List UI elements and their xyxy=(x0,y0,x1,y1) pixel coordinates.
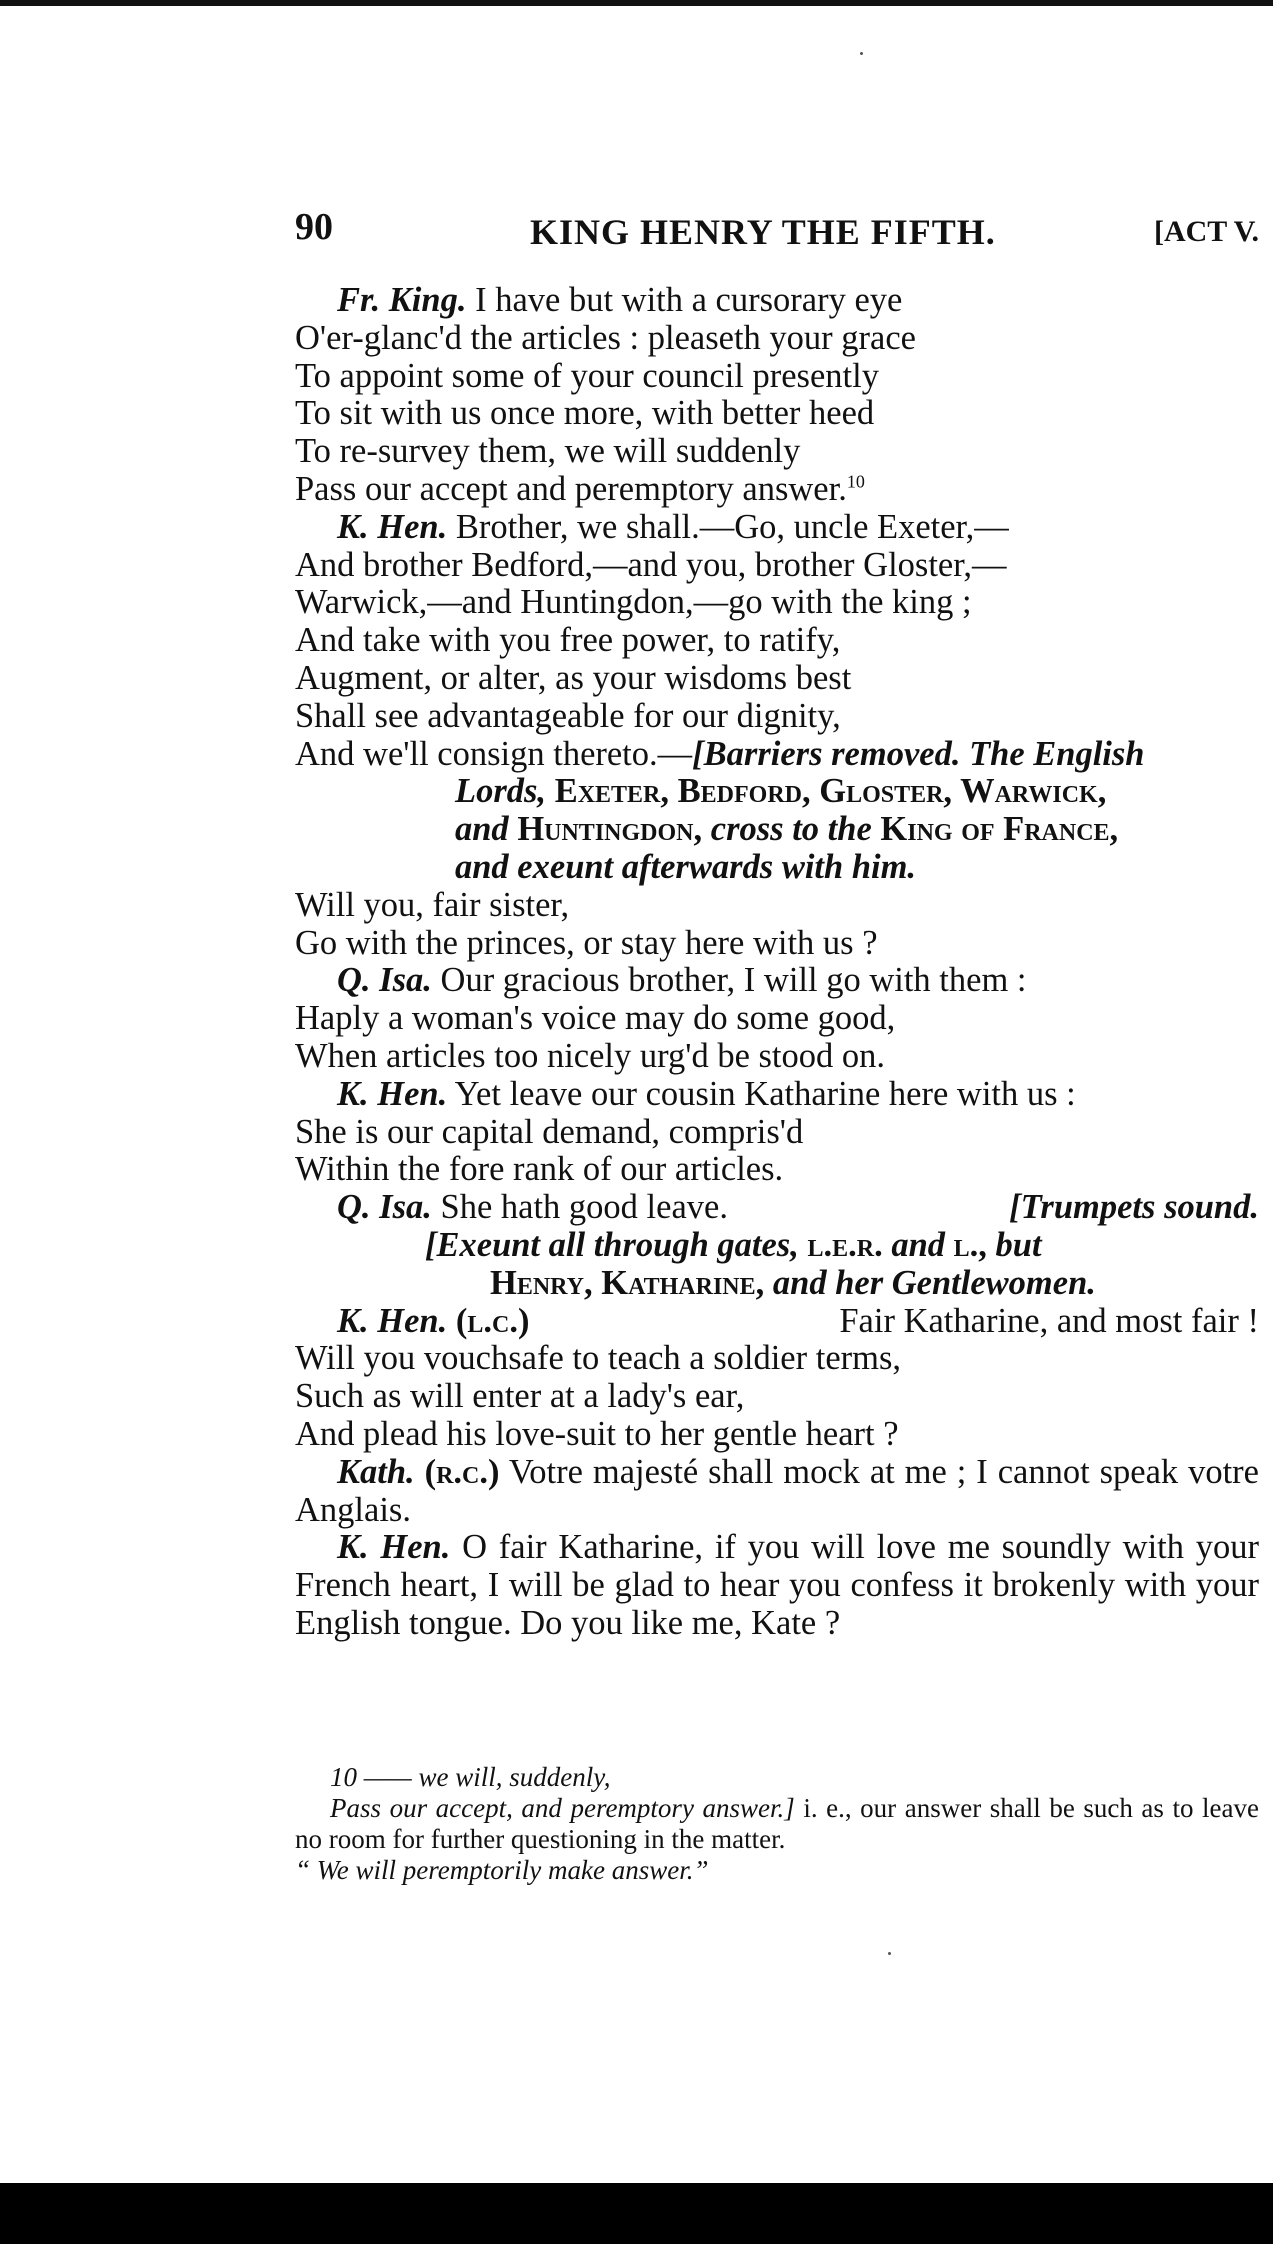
stage-direction xyxy=(295,1265,1259,1303)
speech-text: Our gracious brother, I will go with them : xyxy=(431,961,1027,1000)
verse-line: Haply a woman's voice may do some good, xyxy=(295,999,896,1038)
verse-line: Will you vouchsafe to teach a soldier terms, xyxy=(295,1339,902,1378)
speaker-name: K. Hen. xyxy=(337,1074,448,1113)
verse-line: To sit with us once more, with better heed xyxy=(295,394,875,433)
verse-line: She is our capital demand, compris'd xyxy=(295,1112,804,1151)
footnote-marker: 10 xyxy=(846,471,865,492)
prose-paragraph xyxy=(295,1529,1259,1642)
speech-text: I have but with a cursorary eye xyxy=(466,281,903,319)
scan-border xyxy=(0,2183,1273,2244)
speaker-name: K. Hen. xyxy=(337,1301,448,1340)
verse-line: Such as will enter at a lady's ear, xyxy=(295,1377,745,1416)
speech-text: And we'll consign thereto.— xyxy=(295,734,693,773)
character-names: Henry, Katharine, xyxy=(490,1263,765,1302)
verse-line xyxy=(295,282,1259,320)
verse-line xyxy=(295,1189,1259,1227)
stage-direction-text: cross to the xyxy=(702,810,881,849)
stage-direction-text: [Exeunt all through gates, xyxy=(425,1225,808,1264)
verse-line xyxy=(295,962,1259,1000)
verse-line: Within the fore rank of our articles. xyxy=(295,1150,784,1189)
stage-position: l., xyxy=(953,1225,987,1264)
verse-line: Go with the princes, or stay here with us ? xyxy=(295,923,878,962)
stage-direction xyxy=(295,773,1259,811)
stage-position: l.e.r. xyxy=(807,1225,883,1264)
verse-line: When articles too nicely urg'd be stood on. xyxy=(295,1036,886,1075)
footnote-text xyxy=(295,1793,1259,1855)
running-header xyxy=(295,205,1259,255)
speaker-name: K. Hen. xyxy=(337,1528,451,1567)
speck xyxy=(860,52,863,55)
play-text xyxy=(295,282,1259,1643)
speech-text: Yet leave our cousin Katharine here with us : xyxy=(447,1074,1076,1113)
verse-line: O'er-glanc'd the articles : pleaseth your grace xyxy=(295,318,916,357)
speech-text: Fair Katharine, and most fair ! xyxy=(839,1301,1259,1340)
speech-text: O fair Katharine, if you will love me soundly with your French heart, I will be glad to hear you confess it brokenly with your English tongue. Do you like me, Kate ? xyxy=(295,1528,1259,1642)
stage-direction-text: and her Gentlewomen. xyxy=(764,1263,1096,1302)
stage-position: (r.c.) xyxy=(414,1452,500,1491)
verse-line: To appoint some of your council presently xyxy=(295,356,879,395)
verse-line xyxy=(295,736,1259,774)
speck xyxy=(888,1952,891,1955)
footnote-quote: “ We will peremptorily make answer.” xyxy=(295,1855,709,1885)
top-edge-rule xyxy=(0,0,1273,6)
stage-direction-text: Lords, xyxy=(455,772,555,811)
speech-text: Brother, we shall.—Go, uncle Exeter,— xyxy=(447,507,1009,546)
footnote-lemma: Pass our accept, and peremptory answer.] xyxy=(330,1793,795,1823)
verse-line: And plead his love-suit to her gentle heart ? xyxy=(295,1414,899,1453)
verse-line: And brother Bedford,—and you, brother Gloster,— xyxy=(295,545,1007,584)
verse-line: Augment, or alter, as your wisdoms best xyxy=(295,658,852,697)
character-names: King of France, xyxy=(880,810,1119,849)
speaker-name: K. Hen. xyxy=(337,507,448,546)
stage-direction-text: and xyxy=(882,1225,954,1264)
speech-text: She hath good leave. xyxy=(431,1188,728,1227)
verse-line: Will you, fair sister, xyxy=(295,885,570,924)
stage-direction: [Trumpets sound. xyxy=(1009,1188,1259,1227)
footnotes xyxy=(295,1762,1259,1886)
stage-direction-text: but xyxy=(986,1225,1042,1264)
stage-position: (l.c.) xyxy=(447,1301,530,1340)
stage-direction: and exeunt afterwards with him. xyxy=(455,847,917,886)
speaker-name: Q. Isa. xyxy=(337,961,432,1000)
act-marker: [ACT V. xyxy=(1153,215,1259,248)
verse-line xyxy=(295,1076,1259,1114)
verse-line xyxy=(295,1303,1259,1341)
speech-text: Votre majesté shall mock at me ; I cannot speak votre Anglais. xyxy=(295,1452,1259,1529)
verse-line: To re-survey them, we will suddenly xyxy=(295,432,801,471)
speaker-name: Kath. xyxy=(337,1452,415,1491)
speaker-name: Fr. King. xyxy=(337,281,467,319)
verse-line xyxy=(295,509,1259,547)
footnote-gloss: i. e., our answer shall be such as to leave no room for further questioning in the matter. xyxy=(295,1793,1259,1854)
stage-direction: [Barriers removed. The English xyxy=(692,734,1145,773)
character-names: Exeter, Bedford, Gloster, Warwick, xyxy=(554,772,1107,811)
speech-text: Pass our accept and peremptory answer. xyxy=(295,469,847,508)
character-names: Huntingdon, xyxy=(517,810,703,849)
stage-direction xyxy=(295,1227,1259,1265)
verse-line: Shall see advantageable for our dignity, xyxy=(295,696,841,735)
prose-paragraph xyxy=(295,1454,1259,1530)
footnote-reference: 10 —— we will, suddenly, xyxy=(330,1762,611,1792)
verse-line: Warwick,—and Huntingdon,—go with the king ; xyxy=(295,583,972,622)
verse-line xyxy=(295,471,1259,509)
page-number: 90 xyxy=(295,206,333,248)
verse-line: And take with you free power, to ratify, xyxy=(295,621,841,660)
stage-direction xyxy=(295,811,1259,849)
running-title: KING HENRY THE FIFTH. xyxy=(530,212,996,252)
stage-direction-text: and xyxy=(455,810,518,849)
speaker-name: Q. Isa. xyxy=(337,1188,432,1227)
